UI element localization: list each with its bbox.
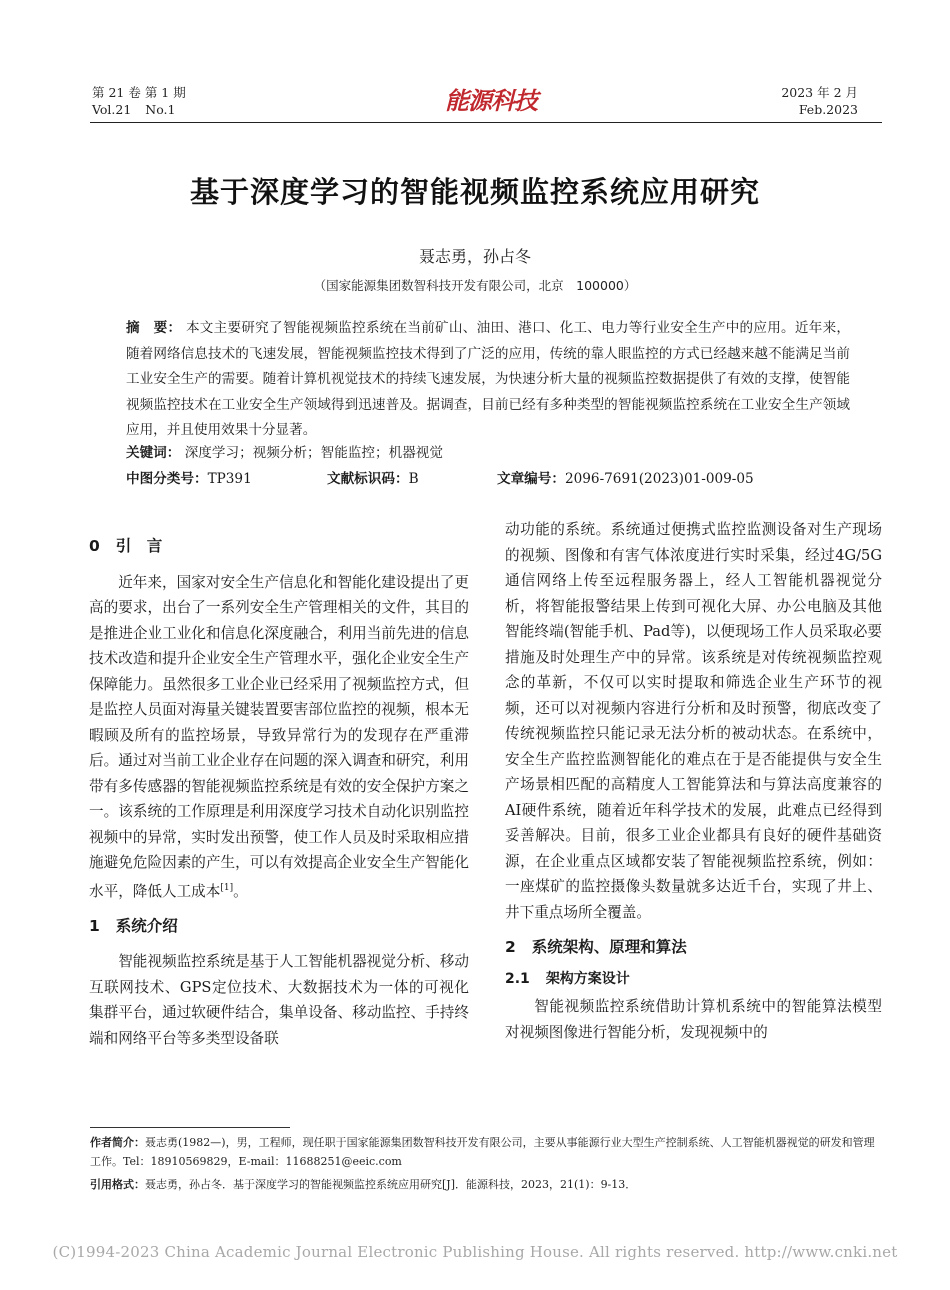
author-bio-text: 聂志勇(1982—)，男，工程师，现任职于国家能源集团数智科技开发有限公司，主要从事能源行业大型生产控制系统、人工智能机器视觉的研发和管理工作。Tel：18910569829，E-mail：11688251@eeic.com — [90, 1136, 875, 1168]
author-bio-footnote — [90, 1133, 882, 1171]
section-0-end: 。 — [233, 882, 248, 900]
journal-logo-text: 能源科技 — [445, 87, 537, 115]
section-2-1-title: 架构方案设计 — [545, 970, 630, 987]
body-column-right — [505, 517, 882, 1045]
keywords — [126, 442, 850, 464]
issue-cn: 第 21 卷 第 1 期 — [92, 85, 186, 100]
doc-code-value: B — [408, 471, 419, 487]
body-column-left — [89, 537, 469, 1051]
citation-format-text: 聂志勇，孙占冬．基于深度学习的智能视频监控系统应用研究[J]．能源科技，2023，21(1)：9-13． — [145, 1178, 637, 1191]
section-1-number: 1 — [89, 916, 100, 935]
section-1-paragraph: 智能视频监控系统是基于人工智能机器视觉分析、移动互联网技术、GPS定位技术、大数据技术为一体的可视化集群平台，通过软硬件结合，集单设备、移动监控、手持终端和网络平台等多类型设备联 — [89, 953, 469, 1047]
article-number-value: 2096-7691(2023)01-009-05 — [564, 471, 754, 487]
keywords-label: 关键词： — [126, 445, 181, 461]
section-1-title: 系统介绍 — [115, 916, 178, 935]
clc-value: TP391 — [207, 471, 252, 487]
doc-code-label: 文献标识码： — [327, 471, 409, 487]
section-2-1-number: 2.1 — [505, 970, 530, 987]
section-0-title: 引 言 — [115, 537, 163, 555]
journal-logo — [437, 84, 545, 116]
journal-date-header — [781, 84, 858, 118]
abstract — [126, 316, 850, 444]
section-2-title: 系统架构、原理和算法 — [531, 938, 687, 956]
volume-en: Vol.21 — [92, 102, 132, 117]
section-1-paragraph-continued: 动功能的系统。系统通过便携式监控监测设备对生产现场的视频、图像和有害气体浓度进行实时采集，经过4G/5G通信网络上传至远程服务器上，经人工智能机器视觉分析，将智能报警结果上传到可视化大屏、办公电脑及其他智能终端(智能手机、Pad等)，以便现场工作人员采取必要措施及时处理生产中的异常。该系统是对传统视频监控观念的革新，不仅可以实时提取和筛选企业生产环节的视频，还可以对视频内容进行分析和及时预警，彻底改变了传统视频监控只能记录无法分析的被动状态。在系统中，安全生产监控监测智能化的难点在于是否能提供与安全生产场景相匹配的高精度人工智能算法和与算法高度兼容的AI硬件系统，随着近年科学技术的发展，此难点已经得到妥善解决。目前，很多工业企业都具有良好的硬件基础资源，在企业重点区域都安装了智能视频监控系统，例如：一座煤矿的监控摄像头数量就多达近千台，实现了井上、井下重点场所全覆盖。 — [505, 521, 882, 921]
section-1-heading — [89, 914, 469, 940]
abstract-text: 本文主要研究了智能视频监控系统在当前矿山、油田、港口、化工、电力等行业安全生产中的应用。近年来，随着网络信息技术的飞速发展，智能视频监控技术得到了广泛的应用，传统的靠人眼监控的方式已经越来越不能满足当前工业安全生产的需要。随着计算机视觉技术的持续飞速发展，为快速分析大量的视频监控数据提供了有效的支撑，使智能视频监控技术在工业安全生产领域得到迅速普及。据调查，目前已经有多种类型的智能视频监控系统在工业安全生产领域应用，并且使用效果十分显著。 — [126, 320, 851, 438]
cnki-copyright-watermark: (C)1994-2023 China Academic Journal Electronic Publishing House. All rights reserved. http://www.cnki.net — [52, 1243, 898, 1261]
date-cn: 2023 年 2 月 — [781, 85, 858, 100]
section-0-paragraph — [89, 570, 469, 904]
section-0-heading — [89, 534, 469, 560]
citation-format-footnote — [90, 1175, 882, 1194]
header-divider — [90, 122, 882, 123]
section-2-1-heading — [505, 967, 882, 993]
section-2-heading — [505, 935, 882, 961]
keywords-text: 深度学习；视频分析；智能监控；机器视觉 — [184, 445, 443, 461]
classification-line — [126, 468, 850, 490]
number-en: No.1 — [145, 102, 176, 117]
journal-issue-header — [92, 84, 186, 118]
paper-authors: 聂志勇，孙占冬 — [418, 247, 531, 266]
citation-ref: [1] — [220, 882, 234, 893]
clc-label: 中图分类号： — [126, 471, 208, 487]
date-en: Feb.2023 — [798, 102, 858, 117]
abstract-label: 摘 要： — [126, 320, 182, 336]
article-number-label: 文章编号： — [497, 471, 565, 487]
section-0-text: 近年来，国家对安全生产信息化和智能化建设提出了更高的要求，出台了一系列安全生产管理相关的文件，其目的是推进企业工业化和信息化深度融合，利用当前先进的信息技术改造和提升企业安全生产管理水平，强化企业安全生产保障能力。虽然很多工业企业已经采用了视频监控方式，但是监控人员面对海量关键装置要害部位监控的视频，根本无暇顾及所有的监控场景，导致异常行为的发现存在严重滞后。通过对当前工业企业存在问题的深入调查和研究，利用带有多传感器的智能视频监控系统是有效的安全保护方案之一。该系统的工作原理是利用深度学习技术自动化识别监控视频中的异常，实时发出预警，使工作人员及时采取相应措施避免危险因素的产生，可以有效提高企业安全生产智能化水平，降低人工成本 — [89, 573, 469, 900]
footnote-divider — [90, 1127, 290, 1128]
citation-format-label: 引用格式： — [90, 1178, 145, 1191]
section-2-number: 2 — [505, 938, 516, 956]
author-affiliation: （国家能源集团数智科技开发有限公司，北京 100000） — [313, 278, 637, 293]
journal-logo-image — [437, 84, 545, 116]
section-2-1-paragraph: 智能视频监控系统借助计算机系统中的智能算法模型对视频图像进行智能分析，发现视频中的 — [505, 998, 882, 1041]
section-0-number: 0 — [89, 537, 100, 555]
paper-title: 基于深度学习的智能视频监控系统应用研究 — [189, 175, 760, 209]
author-bio-label: 作者简介： — [90, 1136, 145, 1149]
